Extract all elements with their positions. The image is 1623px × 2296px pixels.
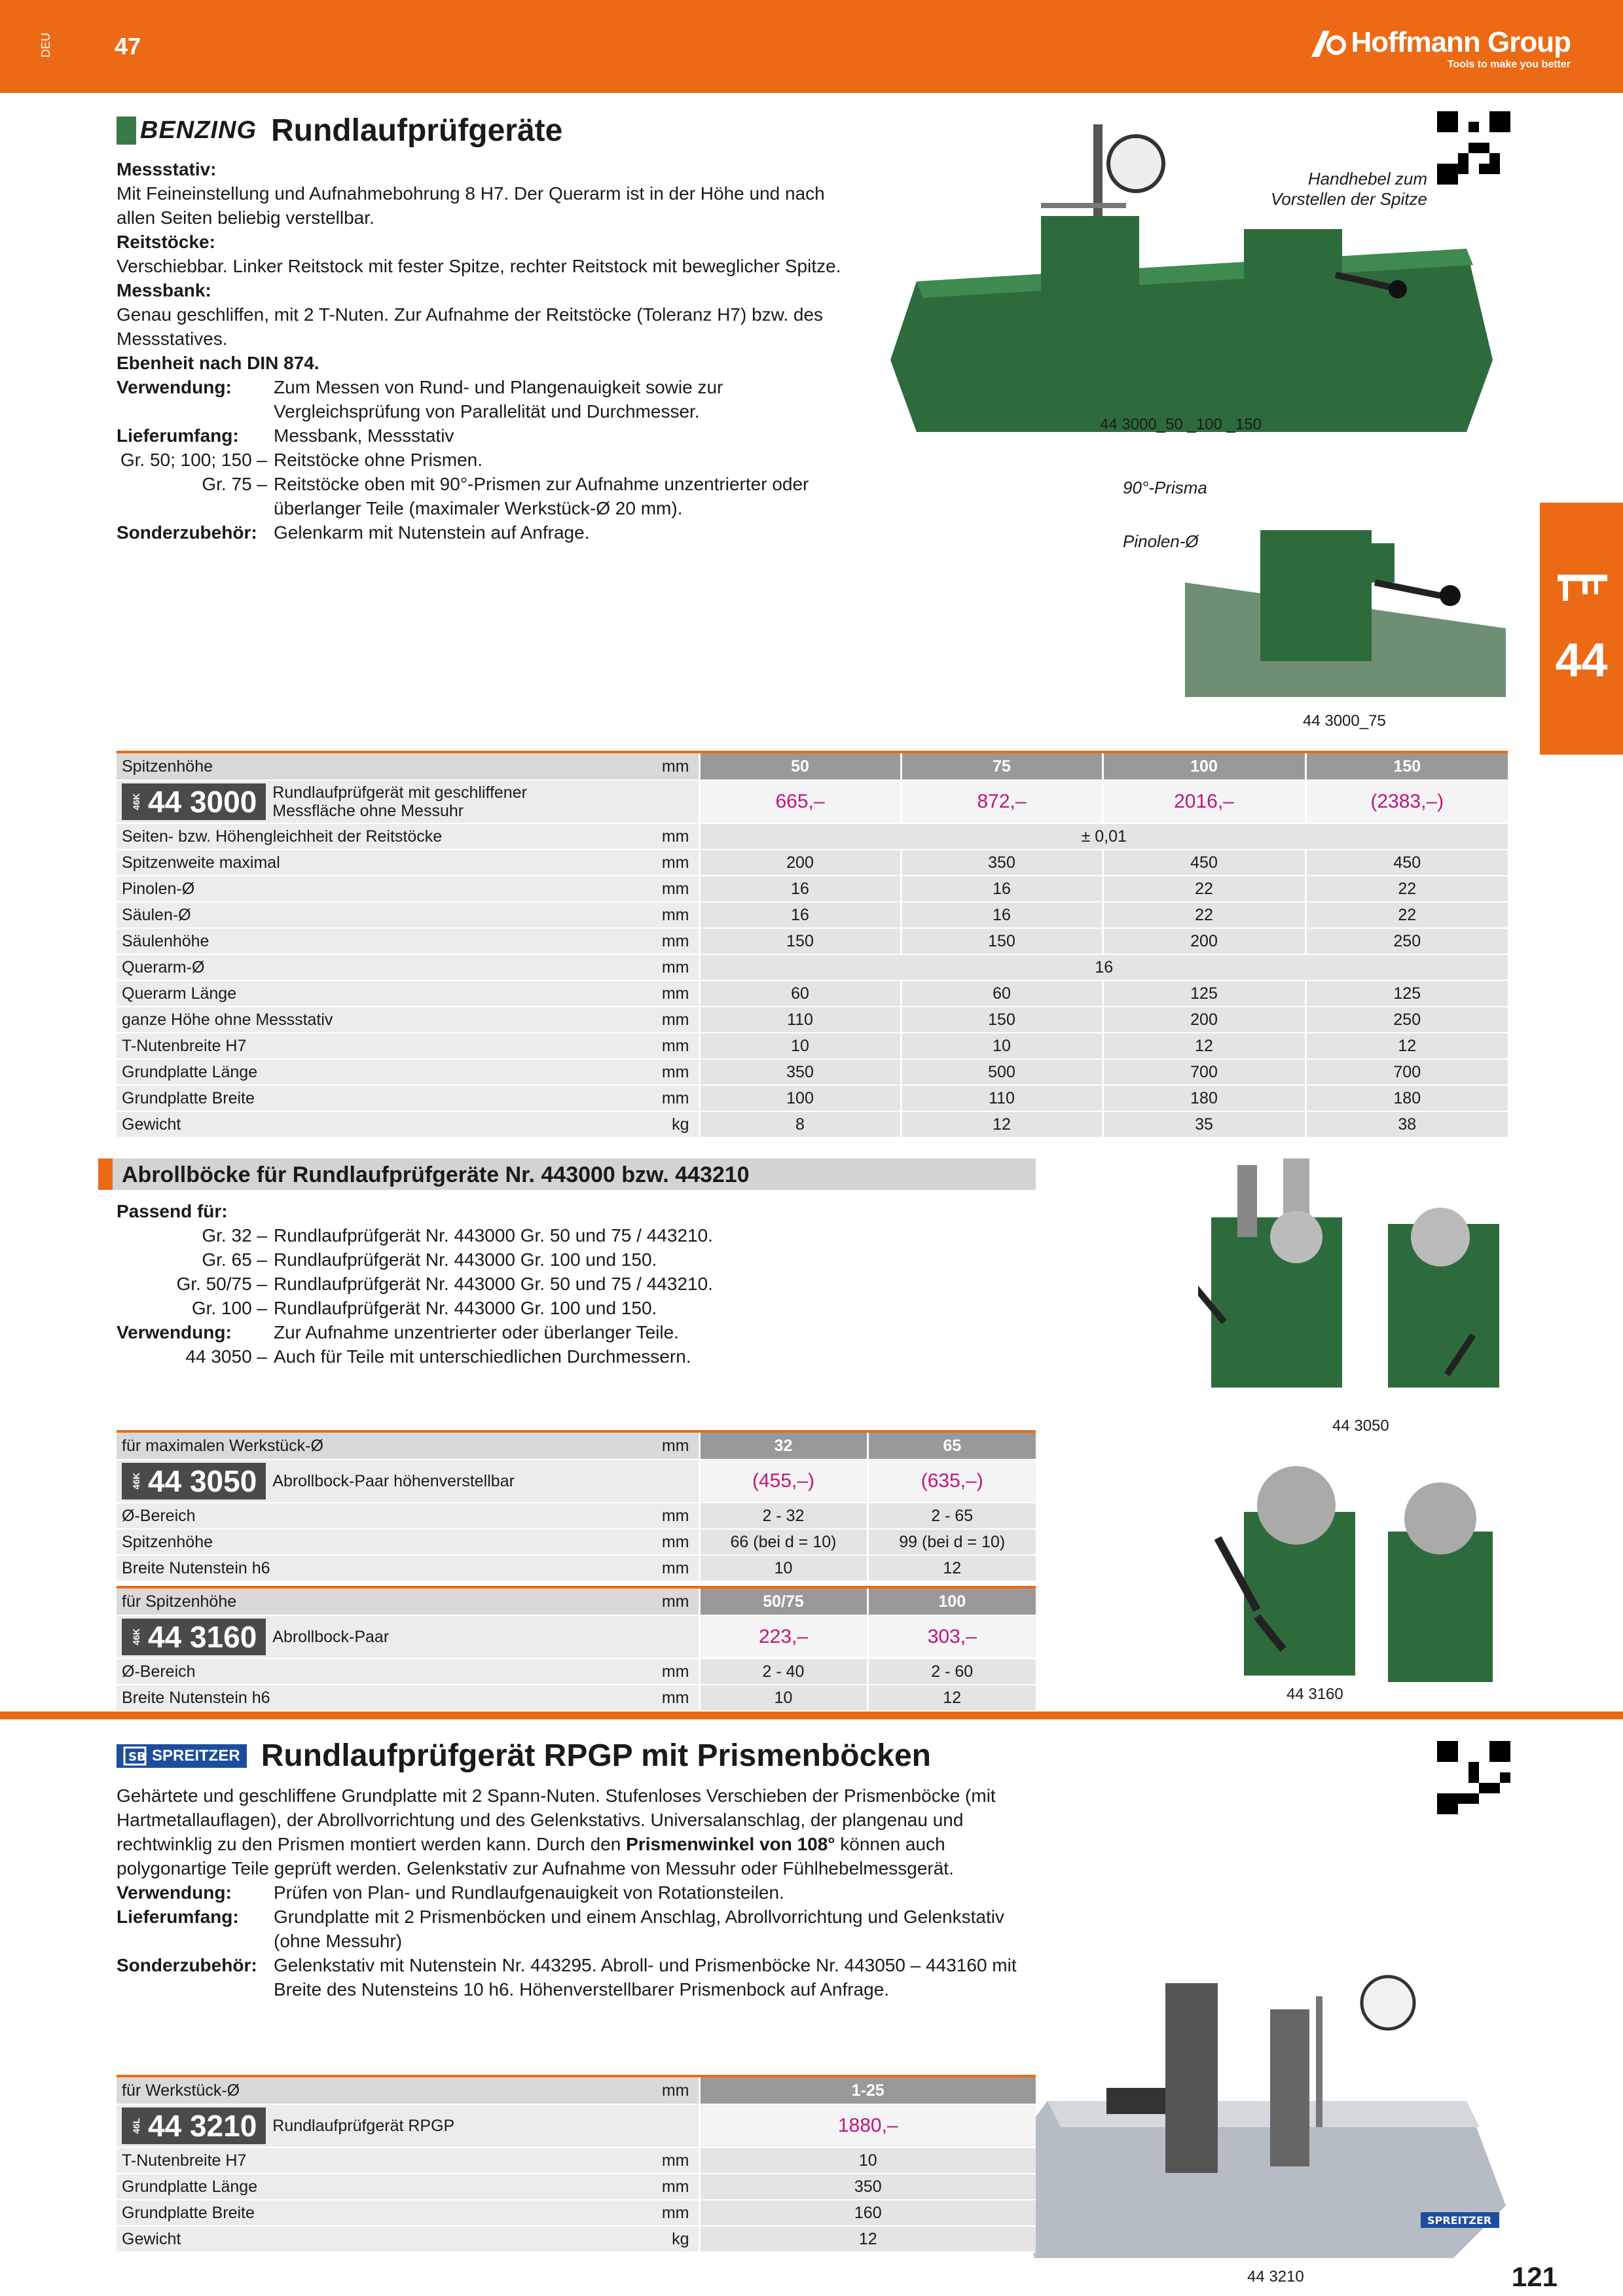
table4-head-label: für Werkstück-Ø	[117, 2076, 575, 2104]
row-value: 12	[867, 1555, 1036, 1581]
section2-title: Abrollböcke für Rundlaufprüfgeräte Nr. 443000 bzw. 443210	[122, 1162, 750, 1187]
table4-article-cell	[117, 2104, 699, 2147]
gr1-label: Gr. 50; 100; 150 –	[120, 450, 267, 470]
row-label: Pinolen-Ø	[117, 876, 575, 902]
section1-heading	[117, 113, 562, 149]
article-number-443000[interactable]	[122, 783, 266, 820]
article-prefix: 46K	[131, 793, 141, 810]
row-value: 350	[699, 1059, 901, 1085]
row-unit: mm	[575, 2200, 699, 2226]
row-label: Ø-Bereich	[117, 1503, 575, 1529]
table-row	[117, 1007, 1508, 1033]
row-label: Säulenhöhe	[117, 928, 575, 954]
table-row	[117, 1529, 1036, 1555]
section3-description	[117, 1784, 1033, 2001]
table-row	[117, 1503, 1036, 1529]
row-value: 700	[1305, 1059, 1508, 1085]
section2-description	[117, 1199, 968, 1369]
ebenheit-text: Ebenheit nach DIN 874.	[117, 353, 319, 373]
price-cell: 872,–	[901, 780, 1103, 823]
row-unit: mm	[575, 954, 699, 980]
reitstoecke-text: Verschiebbar. Linker Reitstock mit fester Spitze, rechter Reitstock mit beweglicher Spitze.	[117, 256, 841, 276]
section1-description	[117, 157, 863, 545]
qr-code-icon[interactable]	[1437, 1741, 1510, 1814]
row-value: 450	[1305, 850, 1508, 876]
passend-value: Rundlaufprüfgerät Nr. 443000 Gr. 50 und 75 / 443210.	[274, 1274, 713, 1294]
row-unit: mm	[575, 1659, 699, 1685]
table3-price-row	[117, 1615, 1036, 1659]
row-value: 60	[901, 980, 1103, 1007]
row-value: 180	[1103, 1085, 1305, 1111]
table-row	[117, 850, 1508, 876]
row-value: 700	[1103, 1059, 1305, 1085]
product-image-443050	[1198, 1152, 1512, 1401]
table2-head-unit: mm	[575, 1431, 699, 1460]
reitstoecke-label: Reitstöcke:	[117, 232, 215, 252]
row-label: Säulen-Ø	[117, 902, 575, 928]
row-label: Spitzenweite maximal	[117, 850, 575, 876]
article-description: Abrollbock-Paar höhenverstellbar	[272, 1472, 515, 1490]
row-value: 250	[1305, 928, 1508, 954]
row-value: 150	[901, 928, 1103, 954]
image4-caption: 44 3160	[1286, 1685, 1343, 1703]
passend-key: Gr. 65 –	[202, 1249, 267, 1270]
row-value: 22	[1305, 876, 1508, 902]
product-image-443160	[1205, 1446, 1512, 1689]
row-value: 180	[1305, 1085, 1508, 1111]
passend-row	[117, 1247, 968, 1272]
passend-row	[117, 1296, 968, 1320]
row-label: Querarm-Ø	[117, 954, 575, 980]
table2-body	[117, 1503, 1036, 1581]
verwendung3-text: Prüfen von Plan- und Rundlaufgenauigkeit von Rotationsteilen.	[274, 1882, 784, 1903]
price-cell: 223,–	[699, 1615, 867, 1659]
table1-col: 150	[1305, 752, 1508, 780]
row-unit: mm	[575, 850, 699, 876]
sonder-text: Gelenkarm mit Nutenstein auf Anfrage.	[274, 522, 590, 543]
table3-header-row	[117, 1587, 1036, 1615]
row-value: 350	[901, 850, 1103, 876]
row-value: 150	[699, 928, 901, 954]
row-unit: mm	[575, 2147, 699, 2174]
passend-key: Gr. 100 –	[191, 1298, 267, 1318]
intro-part: können auch polygonartige Teile geprüft werden. Gelenkstativ zur Aufnahme von Messuhr oder Fühlhebelmessgerät.	[117, 1834, 954, 1878]
row-value: 100	[699, 1085, 901, 1111]
row-unit: mm	[575, 823, 699, 850]
product-image-443000-75	[1178, 497, 1506, 700]
row-unit: mm	[575, 1555, 699, 1581]
passend-row	[117, 1223, 968, 1247]
table-row	[117, 1685, 1036, 1711]
row-value: 200	[1103, 1007, 1305, 1033]
row-value: 16	[901, 902, 1103, 928]
logo-name: Hoffmann Group	[1351, 26, 1571, 58]
row-value: 22	[1103, 876, 1305, 902]
section3-title: Rundlaufprüfgerät RPGP mit Prismenböcken	[261, 1738, 931, 1773]
page-number-bottom: 121	[1511, 2261, 1558, 2292]
row-unit: kg	[575, 2226, 699, 2252]
lieferumfang3-text: Grundplatte mit 2 Prismenböcken und einem Anschlag, Abrollvorrichtung und Gelenkstativ (ohne Messuhr)	[274, 1907, 1004, 1951]
row-label: Grundplatte Breite	[117, 1085, 575, 1111]
row-unit: mm	[575, 980, 699, 1007]
sonder-label: Sonderzubehör:	[117, 522, 257, 543]
table-row	[117, 954, 1508, 980]
heading-accent	[98, 1158, 113, 1190]
prisma-label: 90°-Prisma	[1123, 478, 1207, 497]
hoffmann-logo-icon	[1311, 31, 1347, 57]
plate-label: SPREITZER	[1427, 2214, 1492, 2227]
table-row	[117, 1085, 1508, 1111]
row-label: T-Nutenbreite H7	[117, 2147, 575, 2174]
gr1-text: Reitstöcke ohne Prismen.	[274, 450, 483, 470]
row-unit: mm	[575, 928, 699, 954]
table-row	[117, 2226, 1036, 2252]
table3-head-unit: mm	[575, 1587, 699, 1615]
table-row	[117, 1111, 1508, 1138]
row-label: Breite Nutenstein h6	[117, 1685, 575, 1711]
row-value: 500	[901, 1059, 1103, 1085]
table4-head-unit: mm	[575, 2076, 699, 2104]
table2-col: 32	[699, 1431, 867, 1460]
table3-col: 50/75	[699, 1587, 867, 1615]
table1-col: 50	[699, 752, 901, 780]
table-row	[117, 1059, 1508, 1085]
row-value: 12	[1305, 1033, 1508, 1059]
table1-head-label: Spitzenhöhe	[117, 752, 575, 780]
table-row	[117, 980, 1508, 1007]
row-value: 8	[699, 1111, 901, 1138]
row-value: 250	[1305, 1007, 1508, 1033]
row-value: 16	[699, 876, 901, 902]
messstativ-text: Mit Feineinstellung und Aufnahmebohrung 8 H7. Der Querarm ist in der Höhe und nach allen Seiten beliebig verstellbar.	[117, 183, 825, 228]
row-value: 2 - 40	[699, 1659, 867, 1685]
table4-body	[117, 2147, 1036, 2252]
verwendung-text: Zum Messen von Rund- und Plangenauigkeit sowie zur Vergleichsprüfung von Parallelität und Durchmesser.	[274, 377, 723, 422]
hoffmann-logo	[1311, 26, 1571, 71]
caliper-icon	[1556, 568, 1609, 607]
row-value: 16	[901, 876, 1103, 902]
lieferumfang3-row	[117, 1905, 1033, 1953]
row-unit: mm	[575, 902, 699, 928]
row-value: 16	[699, 954, 1508, 980]
table2-price-row	[117, 1460, 1036, 1503]
row-value: 10	[699, 1033, 901, 1059]
row-value: 66 (bei d = 10)	[699, 1529, 867, 1555]
article-description: Abrollbock-Paar	[272, 1628, 390, 1646]
table2-header-row	[117, 1431, 1036, 1460]
row-value: 10	[699, 2147, 1036, 2174]
row-value: 22	[1103, 902, 1305, 928]
passend-value: Rundlaufprüfgerät Nr. 443000 Gr. 100 und 150.	[274, 1249, 657, 1270]
row-value: 12	[1103, 1033, 1305, 1059]
table1-col: 75	[901, 752, 1103, 780]
section1-title: Rundlaufprüfgeräte	[271, 113, 563, 148]
row-value: 12	[699, 2226, 1036, 2252]
passend-value: Rundlaufprüfgerät Nr. 443000 Gr. 50 und 75 / 443210.	[274, 1225, 713, 1246]
row-label: Seiten- bzw. Höhengleichheit der Reitstöcke	[117, 823, 575, 850]
spec-table-443210	[117, 2075, 1036, 2253]
table2-head-label: für maximalen Werkstück-Ø	[117, 1431, 575, 1460]
table-row	[117, 1555, 1036, 1581]
spreitzer-logo-icon	[123, 1746, 147, 1766]
table-row	[117, 823, 1508, 850]
row-value: 12	[901, 1111, 1103, 1138]
row-value: 450	[1103, 850, 1305, 876]
table-row	[117, 2174, 1036, 2200]
spec-table-443000	[117, 751, 1508, 1138]
spec-table-443160	[117, 1586, 1036, 1712]
lieferumfang-label: Lieferumfang:	[117, 425, 239, 446]
page-number-top: 47	[115, 33, 141, 60]
svg-text:SB: SB	[128, 1749, 146, 1764]
row-value: 35	[1103, 1111, 1305, 1138]
image1-caption: 44 3000_50 _100 _150	[1100, 416, 1262, 433]
table-row	[117, 902, 1508, 928]
section2-heading	[98, 1158, 1036, 1190]
row-label: Breite Nutenstein h6	[117, 1555, 575, 1581]
row-unit: mm	[575, 1059, 699, 1085]
table-row	[117, 1659, 1036, 1685]
table3-body	[117, 1659, 1036, 1711]
row-label: Grundplatte Länge	[117, 1059, 575, 1085]
table2-article-cell	[117, 1460, 699, 1503]
row-value: 200	[1103, 928, 1305, 954]
row-value: 12	[867, 1685, 1036, 1711]
chapter-number: 44	[1555, 634, 1608, 687]
messbank-text: Genau geschliffen, mit 2 T-Nuten. Zur Aufnahme der Reitstöcke (Toleranz H7) bzw. des Messstatives.	[117, 304, 824, 349]
intro-part: Gehärtete und geschliffene Grundplatte mit 2 Spann-Nuten. Stufenloses Verschieben der Prismenböcke (mit Hartmetallauflagen), der Abrollvorrichtung und des Gelenkstativs. Universalanschlag, der plangenau und rechtwinklig zu den Prismen montiert werden kann. Durch den	[117, 1785, 996, 1854]
sonder3-row	[117, 1953, 1033, 2001]
price-cell: 2016,–	[1103, 780, 1305, 823]
row-value: 2 - 32	[699, 1503, 867, 1529]
lieferumfang-text: Messbank, Messstativ	[274, 425, 454, 446]
row-label: Grundplatte Breite	[117, 2200, 575, 2226]
language-code: DEU	[39, 33, 52, 58]
row-value: 200	[699, 850, 901, 876]
article-prefix: 46L	[131, 2117, 141, 2134]
row-unit: mm	[575, 2174, 699, 2200]
verwendung-label: Verwendung:	[117, 377, 232, 397]
gr1-row	[117, 448, 863, 472]
intro-highlight: Prismenwinkel von 108°	[626, 1834, 835, 1854]
table4-price-row	[117, 2104, 1036, 2147]
row-value: 125	[1103, 980, 1305, 1007]
article-number-443050[interactable]	[122, 1463, 266, 1499]
pinolen-label: Pinolen-Ø	[1123, 531, 1199, 551]
article-number-text: 44 3160	[148, 1620, 257, 1654]
logo-tagline: Tools to make you better	[1447, 59, 1571, 70]
price-cell: (635,–)	[867, 1460, 1036, 1503]
row-unit: mm	[575, 876, 699, 902]
section-divider	[0, 1712, 1623, 1719]
verwendung3-row	[117, 1880, 1033, 1905]
row-value: 160	[699, 2200, 1036, 2226]
sonder3-text: Gelenkstativ mit Nutenstein Nr. 443295. Abroll- und Prismenböcke Nr. 443050 – 443160 mit Breite des Nutensteins 10 h6. Höhenverstellbarer Prismenbock auf Anfrage.	[274, 1955, 1017, 2000]
image2-caption: 44 3000_75	[1303, 712, 1386, 730]
row-unit: mm	[575, 1685, 699, 1711]
article-number-443160[interactable]	[122, 1619, 266, 1655]
table1-price-row	[117, 780, 1508, 823]
price-cell: 1880,–	[699, 2104, 1036, 2147]
gr2-text: Reitstöcke oben mit 90°-Prismen zur Aufnahme unzentrierter oder überlanger Teile (maximaler Werkstück-Ø 20 mm).	[274, 474, 809, 518]
verwendung3-label: Verwendung:	[117, 1882, 232, 1903]
section3-intro	[117, 1784, 1033, 1880]
handhebel-note: Handhebel zum Vorstellen der Spitze	[1271, 169, 1427, 209]
messbank-label: Messbank:	[117, 280, 211, 300]
row-value: 22	[1305, 902, 1508, 928]
article-number-443210[interactable]	[122, 2108, 266, 2144]
chapter-tab[interactable]	[1540, 503, 1623, 755]
row-label: Ø-Bereich	[117, 1659, 575, 1685]
note-key: 44 3050 –	[185, 1346, 267, 1367]
row-value: 110	[699, 1007, 901, 1033]
spreitzer-brand	[117, 1744, 247, 1768]
table1-body	[117, 823, 1508, 1138]
passend-value: Rundlaufprüfgerät Nr. 443000 Gr. 100 und 150.	[274, 1298, 657, 1318]
row-label: ganze Höhe ohne Messstativ	[117, 1007, 575, 1033]
row-value: 2 - 65	[867, 1503, 1036, 1529]
sonder3-label: Sonderzubehör:	[117, 1955, 257, 1975]
table-row	[117, 928, 1508, 954]
row-unit: kg	[575, 1111, 699, 1138]
qr-code-icon[interactable]	[1437, 111, 1510, 185]
passend-key: Gr. 32 –	[202, 1225, 267, 1246]
row-unit: mm	[575, 1007, 699, 1033]
image3-caption: 44 3050	[1332, 1417, 1389, 1435]
row-unit: mm	[575, 1503, 699, 1529]
lieferumfang3-label: Lieferumfang:	[117, 1907, 239, 1927]
row-value: ± 0,01	[699, 823, 1508, 850]
passend-label: Passend für:	[117, 1201, 228, 1221]
row-unit: mm	[575, 1033, 699, 1059]
article-prefix: 46K	[131, 1628, 141, 1645]
messstativ-label: Messstativ:	[117, 159, 217, 179]
table1-article-cell	[117, 780, 699, 823]
table3-head-label: für Spitzenhöhe	[117, 1587, 575, 1615]
product-image-443210	[1008, 1957, 1519, 2265]
section3-heading	[117, 1738, 931, 1774]
article-number-text: 44 3050	[148, 1464, 257, 1498]
passend-key: Gr. 50/75 –	[176, 1274, 267, 1294]
row-value: 125	[1305, 980, 1508, 1007]
table1-col: 100	[1103, 752, 1305, 780]
row-label: Querarm Länge	[117, 980, 575, 1007]
price-cell: (455,–)	[699, 1460, 867, 1503]
row-value: 38	[1305, 1111, 1508, 1138]
row-label: Gewicht	[117, 1111, 575, 1138]
price-cell: 665,–	[699, 780, 901, 823]
article-number-text: 44 3210	[148, 2109, 257, 2143]
table3-col: 100	[867, 1587, 1036, 1615]
sonder-row	[117, 520, 863, 545]
row-value: 350	[699, 2174, 1036, 2200]
spec-table-443050	[117, 1430, 1036, 1582]
row-value: 10	[699, 1685, 867, 1711]
table-row	[117, 2147, 1036, 2174]
verwendung-row	[117, 375, 863, 423]
row-value: 10	[699, 1555, 867, 1581]
table1-head-unit: mm	[575, 752, 699, 780]
price-cell: (2383,–)	[1305, 780, 1508, 823]
row-value: 10	[901, 1033, 1103, 1059]
table2-col: 65	[867, 1431, 1036, 1460]
row-value: 60	[699, 980, 901, 1007]
verwendung2-row	[117, 1320, 968, 1344]
benzing-brand: BENZING	[117, 117, 257, 145]
row-label: Gewicht	[117, 2226, 575, 2252]
gr2-row	[117, 472, 863, 520]
row-unit: mm	[575, 1529, 699, 1555]
table3-article-cell	[117, 1615, 699, 1659]
verwendung2-text: Zur Aufnahme unzentrierter oder überlanger Teile.	[274, 1322, 679, 1342]
article-description: Rundlaufprüfgerät RPGP	[272, 2117, 455, 2135]
table4-header-row	[117, 2076, 1036, 2104]
row-label: Spitzenhöhe	[117, 1529, 575, 1555]
row-unit: mm	[575, 1085, 699, 1111]
article-number-text: 44 3000	[148, 785, 257, 819]
table4-col: 1-25	[699, 2076, 1036, 2104]
row-value: 16	[699, 902, 901, 928]
note-row	[117, 1344, 968, 1369]
passend-row	[117, 1272, 968, 1296]
row-value: 150	[901, 1007, 1103, 1033]
row-value: 99 (bei d = 10)	[867, 1529, 1036, 1555]
row-label: T-Nutenbreite H7	[117, 1033, 575, 1059]
row-value: 2 - 60	[867, 1659, 1036, 1685]
table-row	[117, 876, 1508, 902]
article-description: Rundlaufprüfgerät mit geschliffener Messfläche ohne Messuhr	[272, 783, 527, 820]
note-text: Auch für Teile mit unterschiedlichen Durchmessern.	[274, 1346, 691, 1367]
table-row	[117, 1033, 1508, 1059]
table1-header-row	[117, 752, 1508, 780]
spreitzer-brand-text: SPREITZER	[152, 1746, 240, 1765]
row-value: 110	[901, 1085, 1103, 1111]
table-row	[117, 2200, 1036, 2226]
gr2-label: Gr. 75 –	[202, 474, 267, 494]
price-cell: 303,–	[867, 1615, 1036, 1659]
article-prefix: 46K	[131, 1473, 141, 1490]
verwendung2-label: Verwendung:	[117, 1322, 232, 1342]
row-label: Grundplatte Länge	[117, 2174, 575, 2200]
lieferumfang-row	[117, 423, 863, 448]
image5-caption: 44 3210	[1247, 2268, 1304, 2286]
